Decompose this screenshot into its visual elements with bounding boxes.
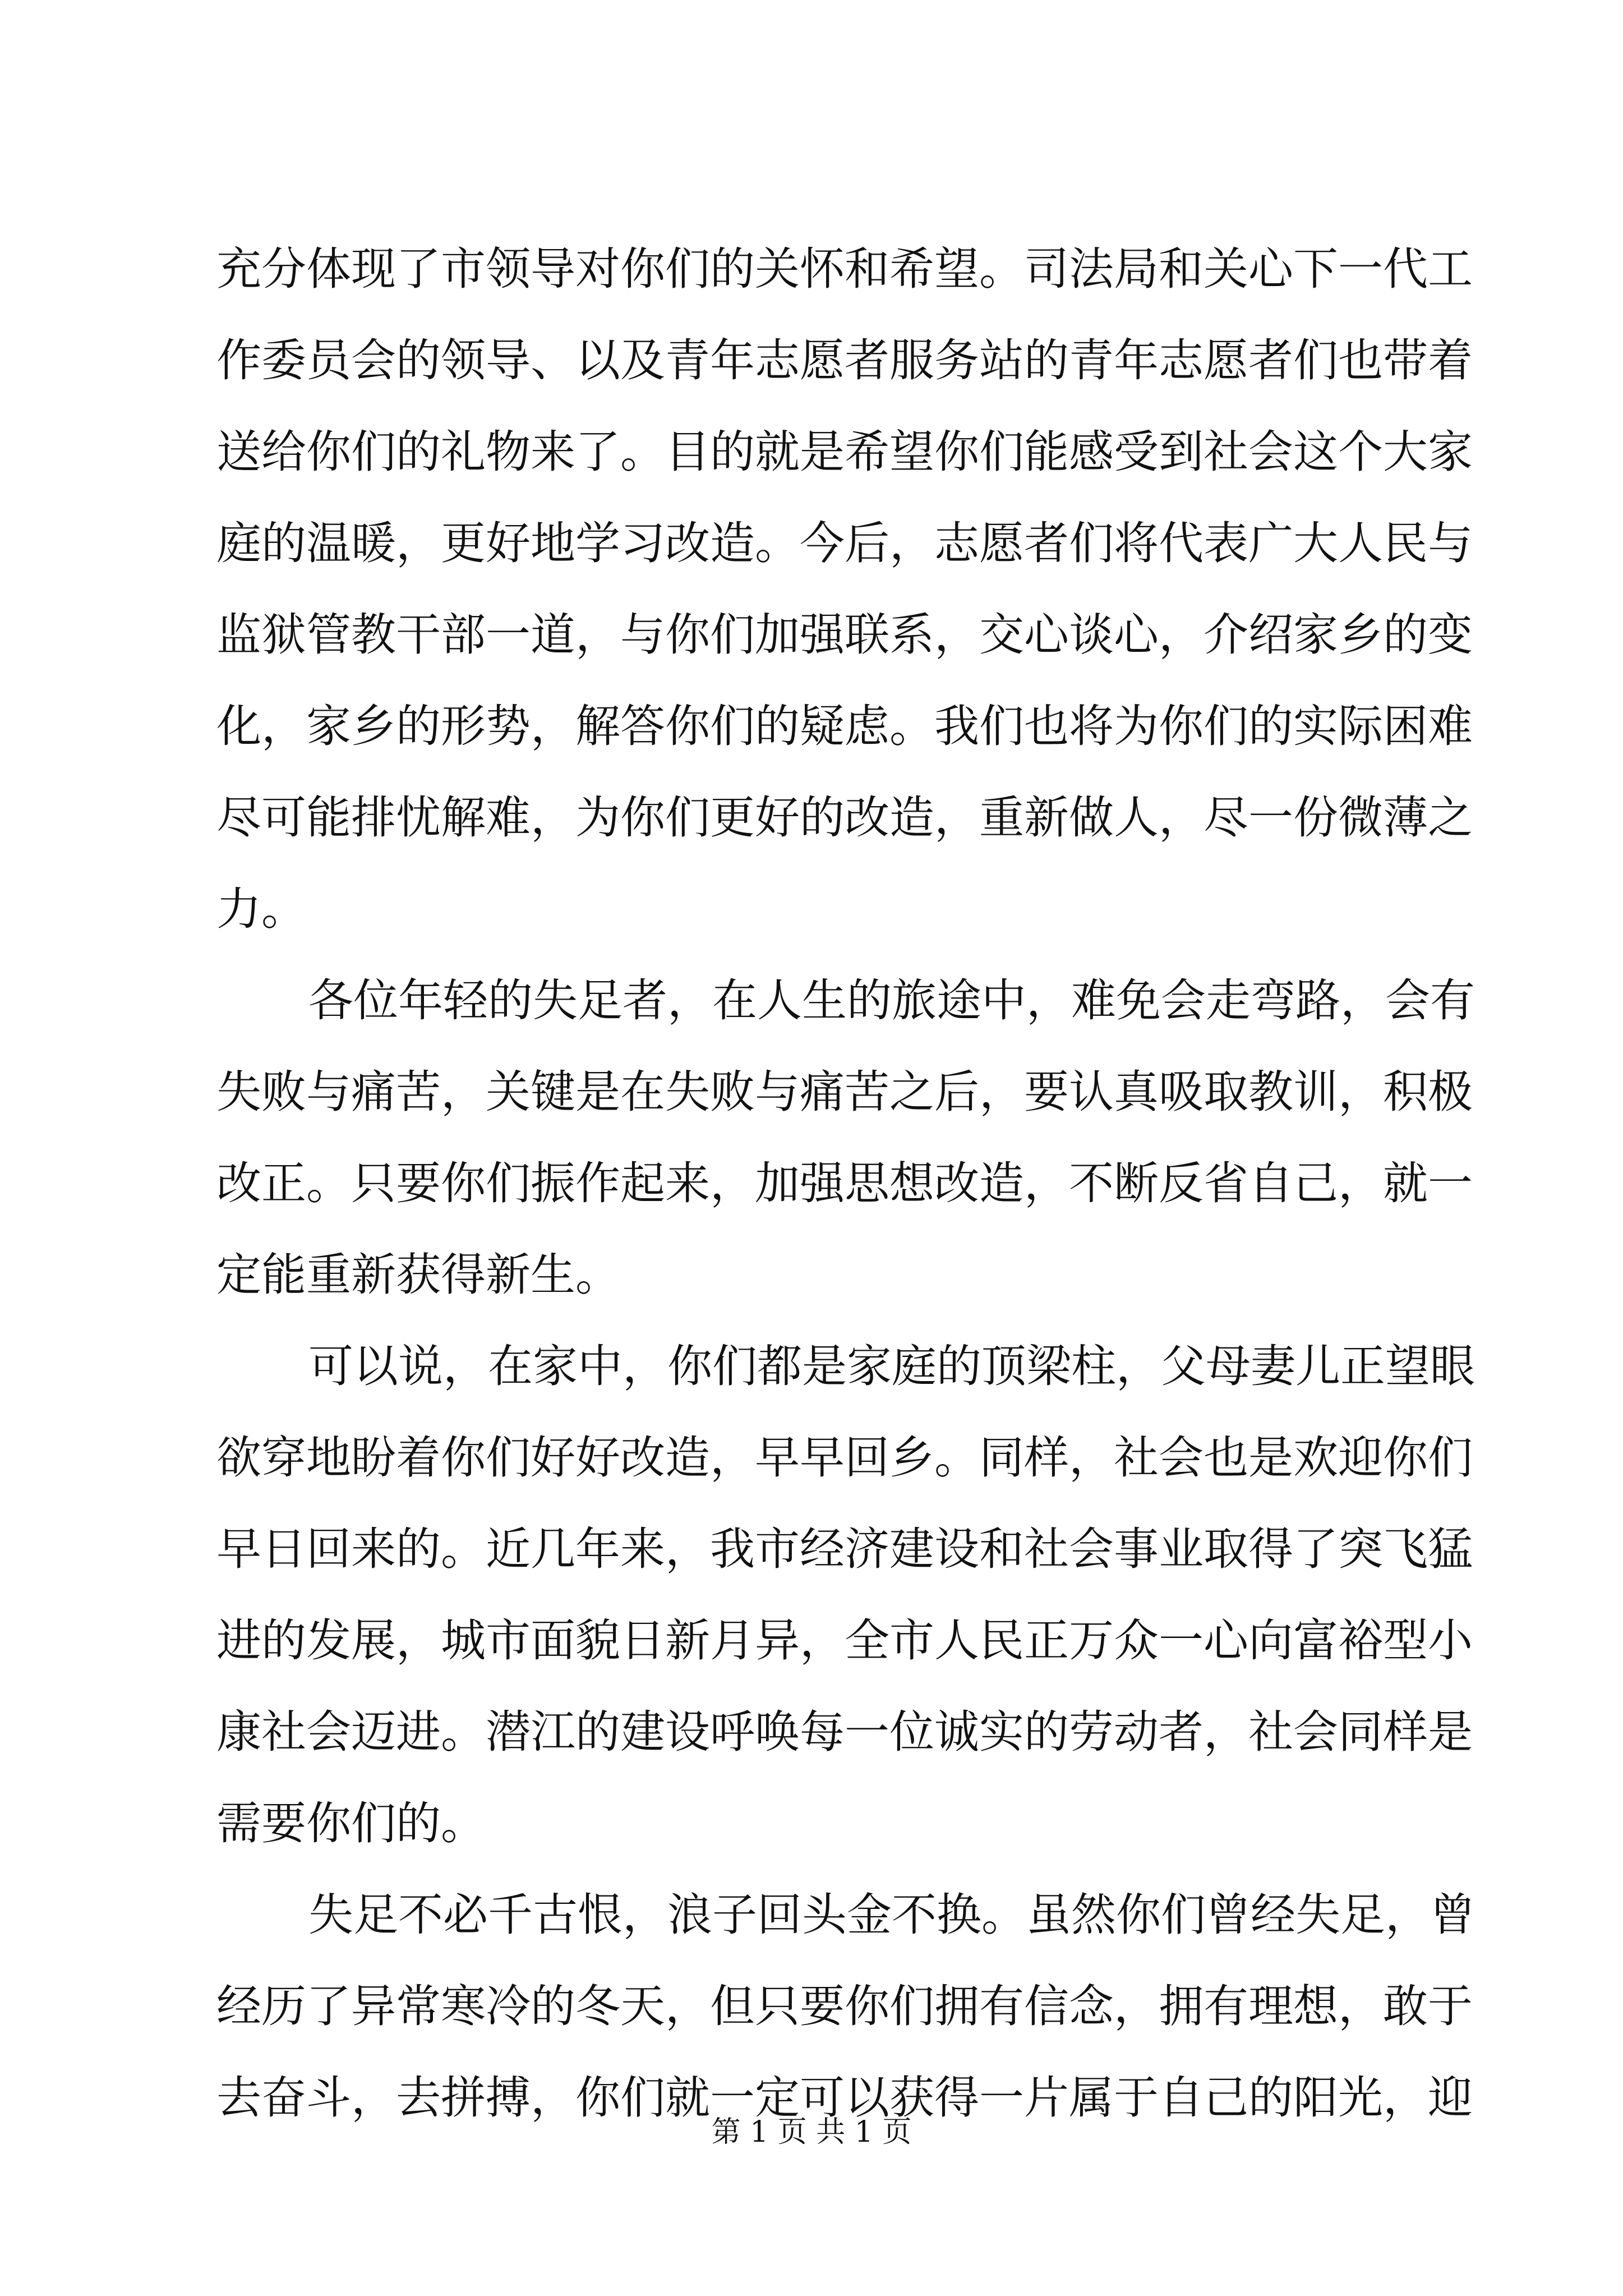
- paragraph-2-line-2: 失败与痛苦，关键是在失败与痛苦之后，要认真吸取教训，积极: [216, 1066, 1473, 1118]
- paragraph-1-line-5: 监狱管教干部一道，与你们加强联系，交心谈心，介绍家乡的变: [216, 609, 1473, 661]
- paragraph-1-line-1: 充分体现了市领导对你们的关怀和希望。司法局和关心下一代工: [216, 243, 1473, 295]
- paragraph-1-line-7: 尽可能排忧解难，为你们更好的改造，重新做人，尽一份微薄之: [216, 792, 1473, 844]
- paragraph-4-line-3: 去奋斗，去拼搏，你们就一定可以获得一片属于自己的阳光，迎: [216, 2072, 1473, 2124]
- paragraph-1-line-2: 作委员会的领导、以及青年志愿者服务站的青年志愿者们也带着: [216, 334, 1473, 386]
- paragraph-1-line-6: 化，家乡的形势，解答你们的疑虑。我们也将为你们的实际困难: [216, 700, 1473, 752]
- document-body: [216, 223, 1475, 2143]
- paragraph-4-line-2: 经历了异常寒冷的冬天，但只要你们拥有信念，拥有理想，敢于: [216, 1980, 1473, 2032]
- paragraph-1-line-4: 庭的温暖，更好地学习改造。今后，志愿者们将代表广大人民与: [216, 517, 1473, 569]
- paragraph-4-line-1: 失足不必千古恨，浪子回头金不换。虽然你们曾经失足，曾: [308, 1889, 1475, 1941]
- paragraph-3-line-6: 需要你们的。: [216, 1797, 486, 1849]
- paragraph-1-line-3: 送给你们的礼物来了。目的就是希望你们能感受到社会这个大家: [216, 426, 1473, 478]
- paragraph-2-line-4: 定能重新获得新生。: [216, 1249, 620, 1301]
- paragraph-3-line-5: 康社会迈进。潜江的建设呼唤每一位诚实的劳动者，社会同样是: [216, 1706, 1473, 1758]
- paragraph-3-line-4: 进的发展，城市面貌日新月异，全市人民正万众一心向富裕型小: [216, 1614, 1473, 1667]
- paragraph-3-line-2: 欲穿地盼着你们好好改造，早早回乡。同样，社会也是欢迎你们: [216, 1432, 1473, 1484]
- paragraph-2-line-3: 改正。只要你们振作起来，加强思想改造，不断反省自己，就一: [216, 1157, 1473, 1209]
- paragraph-3-line-3: 早日回来的。近几年来，我市经济建设和社会事业取得了突飞猛: [216, 1523, 1473, 1575]
- paragraph-3-line-1: 可以说，在家中，你们都是家庭的顶梁柱，父母妻儿正望眼: [308, 1340, 1475, 1392]
- page-footer: 第 1 页 共 1 页: [711, 2115, 912, 2149]
- paragraph-2-line-1: 各位年轻的失足者，在人生的旅途中，难免会走弯路，会有: [308, 974, 1475, 1027]
- paragraph-1-line-8: 力。: [216, 883, 306, 935]
